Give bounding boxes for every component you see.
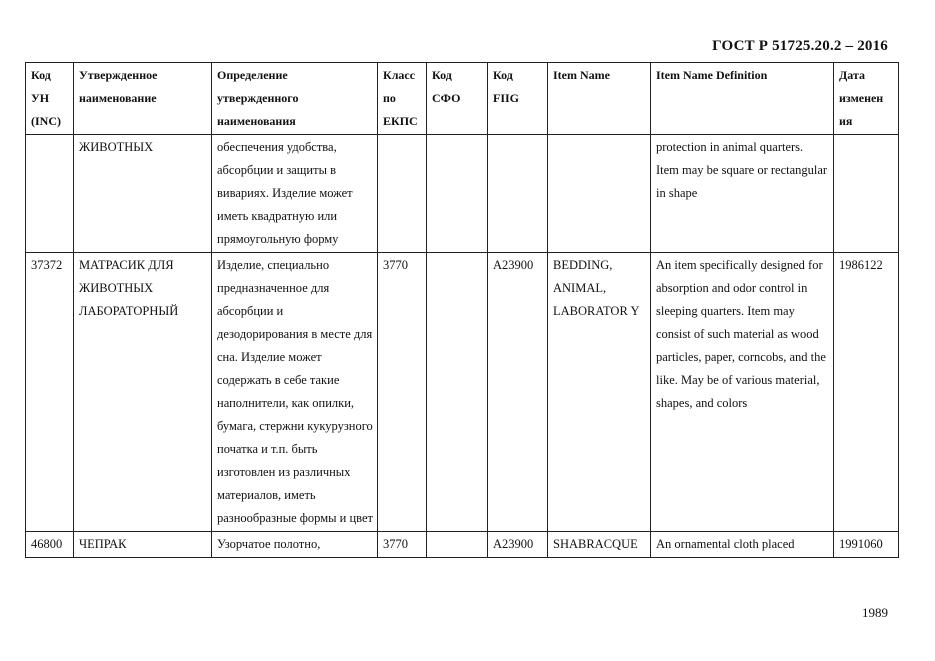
cell-date: 1986122 bbox=[834, 253, 899, 532]
cell-definition: Узорчатое полотно, bbox=[212, 532, 378, 558]
header-inc: Код УН (INC) bbox=[26, 63, 74, 135]
cell-class bbox=[378, 135, 427, 253]
header-item-definition: Item Name Definition bbox=[651, 63, 834, 135]
header-class: Класс по ЕКПС bbox=[378, 63, 427, 135]
cell-name: ЧЕПРАК bbox=[74, 532, 212, 558]
cell-sfo bbox=[427, 135, 488, 253]
cell-item-definition: protection in animal quarters. Item may be square or rectangular in shape bbox=[651, 135, 834, 253]
table-header-row bbox=[26, 63, 899, 135]
header-sfo: Код СФО bbox=[427, 63, 488, 135]
table-row bbox=[26, 253, 899, 532]
document-title: ГОСТ Р 51725.20.2 – 2016 bbox=[712, 38, 888, 54]
header-approved-name: Утвержденное наименование bbox=[74, 63, 212, 135]
table-row bbox=[26, 532, 899, 558]
cell-class: 3770 bbox=[378, 532, 427, 558]
cell-item-definition: An item specifically designed for absorption and odor control in sleeping quarters. Item may consist of such material as wood particles, paper, corncobs, and the like. May be of various material, shapes, and colors bbox=[651, 253, 834, 532]
cell-date: 1991060 bbox=[834, 532, 899, 558]
cell-fiig bbox=[488, 135, 548, 253]
cell-fiig: A23900 bbox=[488, 253, 548, 532]
header-fiig: Код FIIG bbox=[488, 63, 548, 135]
header-definition: Определение утвержденного наименования bbox=[212, 63, 378, 135]
cell-name: ЖИВОТНЫХ bbox=[74, 135, 212, 253]
cell-fiig: A23900 bbox=[488, 532, 548, 558]
cell-definition: обеспечения удобства, абсорбции и защиты в вивариях. Изделие может иметь квадратную или прямоугольную форму bbox=[212, 135, 378, 253]
cell-date bbox=[834, 135, 899, 253]
cell-inc: 46800 bbox=[26, 532, 74, 558]
catalog-table bbox=[25, 62, 899, 558]
cell-item-definition: An ornamental cloth placed bbox=[651, 532, 834, 558]
cell-class: 3770 bbox=[378, 253, 427, 532]
cell-inc: 37372 bbox=[26, 253, 74, 532]
page-number: 1989 bbox=[862, 605, 888, 620]
cell-sfo bbox=[427, 253, 488, 532]
cell-item-name: BEDDING, ANIMAL, LABORATOR Y bbox=[548, 253, 651, 532]
table-row bbox=[26, 135, 899, 253]
cell-name: МАТРАСИК ДЛЯ ЖИВОТНЫХ ЛАБОРАТОРНЫЙ bbox=[74, 253, 212, 532]
cell-definition: Изделие, специально предназначенное для абсорбции и дезодорирования в месте для сна. Изделие может содержать в себе такие наполнители, как опилки, бумага, стержни кукурузного початка и т.п. быть изготовлен из различных материалов, иметь разнообразные формы и цвет bbox=[212, 253, 378, 532]
header-item-name: Item Name bbox=[548, 63, 651, 135]
cell-item-name bbox=[548, 135, 651, 253]
cell-inc bbox=[26, 135, 74, 253]
header-date: Дата изменен ия bbox=[834, 63, 899, 135]
cell-sfo bbox=[427, 532, 488, 558]
cell-item-name: SHABRACQUE bbox=[548, 532, 651, 558]
